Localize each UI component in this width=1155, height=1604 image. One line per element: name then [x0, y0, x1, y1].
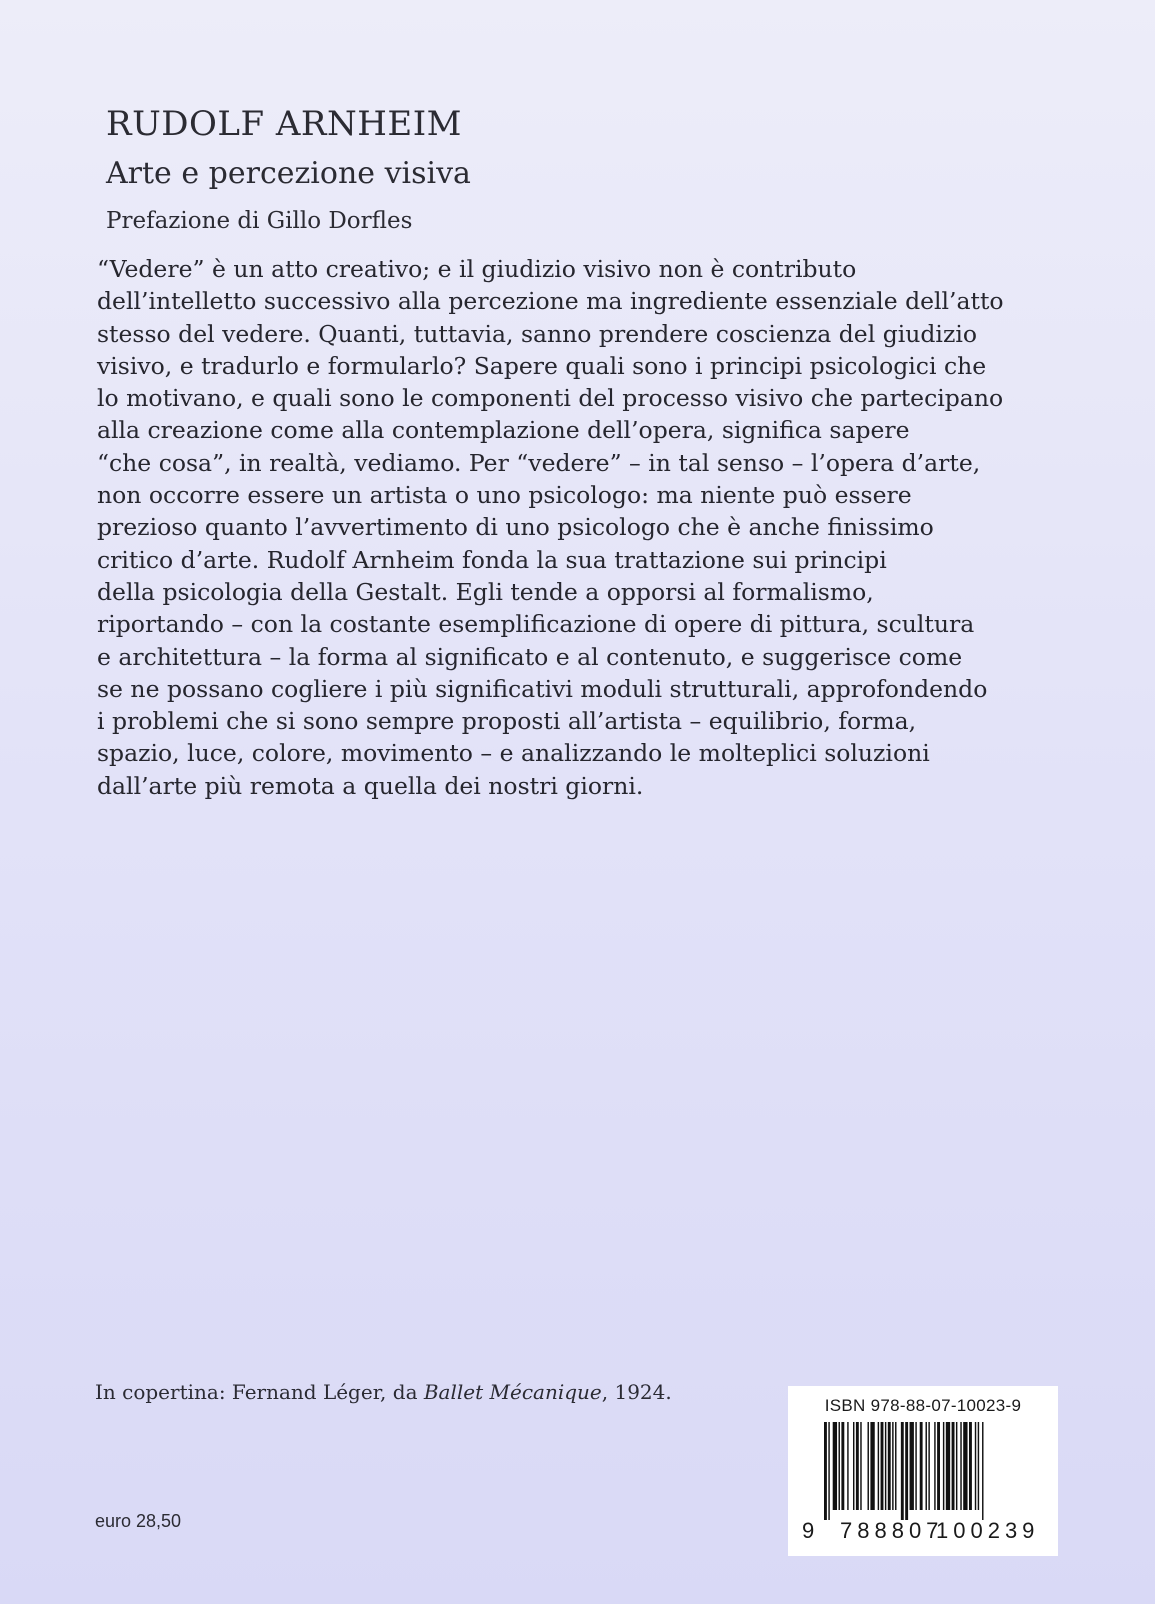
barcode-bar — [952, 1422, 955, 1510]
description-line: “Vedere” è un atto creativo; e il giudizio visivo non è contributo — [97, 255, 857, 283]
barcode-bar — [937, 1422, 940, 1510]
barcode-bar — [839, 1422, 840, 1510]
barcode-bar — [926, 1422, 927, 1510]
isbn-number: ISBN 978-88-07-10023-9 — [824, 1396, 1022, 1415]
description-line: prezioso quanto l’avvertimento di uno psicologo che è anche finissimo — [97, 513, 934, 542]
description-line: spazio, luce, colore, movimento – e analizzando le molteplici soluzioni — [97, 739, 930, 768]
barcode-bar — [960, 1422, 961, 1510]
barcode-bar — [915, 1422, 916, 1510]
barcode-bar — [870, 1422, 874, 1510]
barcode-bar — [892, 1422, 893, 1510]
book-description — [97, 253, 1097, 802]
credit-prefix: In copertina: Fernand Léger, da — [95, 1380, 424, 1404]
cover-illustration-credit — [95, 1380, 672, 1404]
barcode-bar — [847, 1422, 848, 1510]
barcode-bar — [885, 1422, 886, 1510]
description-line: dell’intelletto successivo alla percezione ma ingrediente essenziale dell’atto — [97, 287, 1004, 316]
description-line: “che cosa”, in realtà, vediamo. Per “vedere” – in tal senso – l’opera d’arte, — [97, 448, 981, 477]
barcode-bar — [928, 1422, 929, 1510]
price-label: euro 28,50 — [95, 1511, 182, 1531]
barcode-bar — [905, 1422, 908, 1520]
description-line: riportando – con la costante esemplificazione di opere di pittura, scultura — [97, 610, 975, 639]
barcode-bar — [910, 1422, 914, 1510]
barcode-bar — [833, 1422, 837, 1510]
barcode-bar — [982, 1422, 983, 1520]
barcode-first-digit: 9 — [802, 1518, 815, 1543]
description-line: se ne possano cogliere i più significativi moduli strutturali, approfondendo — [97, 674, 988, 703]
preface-credit: Prefazione di Gillo Dorfles — [106, 208, 413, 234]
description-line: dall’arte più remota a quella dei nostri giorni. — [97, 771, 644, 800]
description-line: i problemi che si sono sempre proposti all’artista – equilibrio, forma, — [97, 707, 917, 736]
barcode-bars — [824, 1422, 1024, 1520]
barcode-bar — [963, 1422, 967, 1510]
barcode-bar — [856, 1422, 859, 1510]
description-line: e architettura – la forma al significato e al contenuto, e suggerisce come — [97, 642, 963, 671]
credit-work-title: Ballet Mécanique — [423, 1380, 602, 1404]
description-line: lo motivano, e quali sono le componenti del processo visivo che partecipano — [97, 384, 1004, 413]
barcode-bar — [956, 1422, 957, 1510]
barcode-bar — [853, 1422, 854, 1510]
barcode-left-digits: 788807 — [840, 1518, 944, 1543]
barcode-bar — [868, 1422, 869, 1510]
barcode-bar — [975, 1422, 976, 1510]
description-line: stesso del vedere. Quanti, tuttavia, sanno prendere coscienza del giudizio — [97, 319, 977, 348]
barcode-bar — [860, 1422, 861, 1510]
barcode-bar — [946, 1422, 950, 1510]
author-name: RUDOLF ARNHEIM — [106, 104, 462, 144]
barcode-bar — [888, 1422, 891, 1510]
barcode-bar — [824, 1422, 827, 1520]
description-line: della psicologia della Gestalt. Egli tende a opporsi al formalismo, — [97, 577, 874, 606]
isbn-barcode — [788, 1386, 1058, 1556]
description-line: non occorre essere un artista o uno psicologo: ma niente può essere — [97, 481, 912, 510]
book-title: Arte e percezione visiva — [106, 156, 471, 191]
description-line: critico d’arte. Rudolf Arnheim fonda la sua trattazione sui principi — [97, 545, 887, 574]
barcode-bar — [901, 1422, 904, 1520]
barcode-bar — [969, 1422, 972, 1510]
barcode-bar — [978, 1422, 979, 1510]
barcode-bar — [934, 1422, 935, 1510]
description-line: visivo, e tradurlo e formularlo? Sapere quali sono i principi psicologici che — [97, 351, 987, 380]
barcode-bar — [881, 1422, 884, 1510]
barcode-bar — [920, 1422, 923, 1510]
description-line: alla creazione come alla contemplazione dell’opera, significa sapere — [97, 416, 910, 445]
barcode-bar — [828, 1422, 829, 1520]
barcode-bar — [841, 1422, 844, 1510]
barcode-right-digits: 100239 — [936, 1518, 1040, 1543]
barcode-bar — [943, 1422, 944, 1510]
barcode-bar — [895, 1422, 896, 1510]
credit-suffix: , 1924. — [601, 1380, 672, 1404]
barcode-bar — [878, 1422, 879, 1510]
